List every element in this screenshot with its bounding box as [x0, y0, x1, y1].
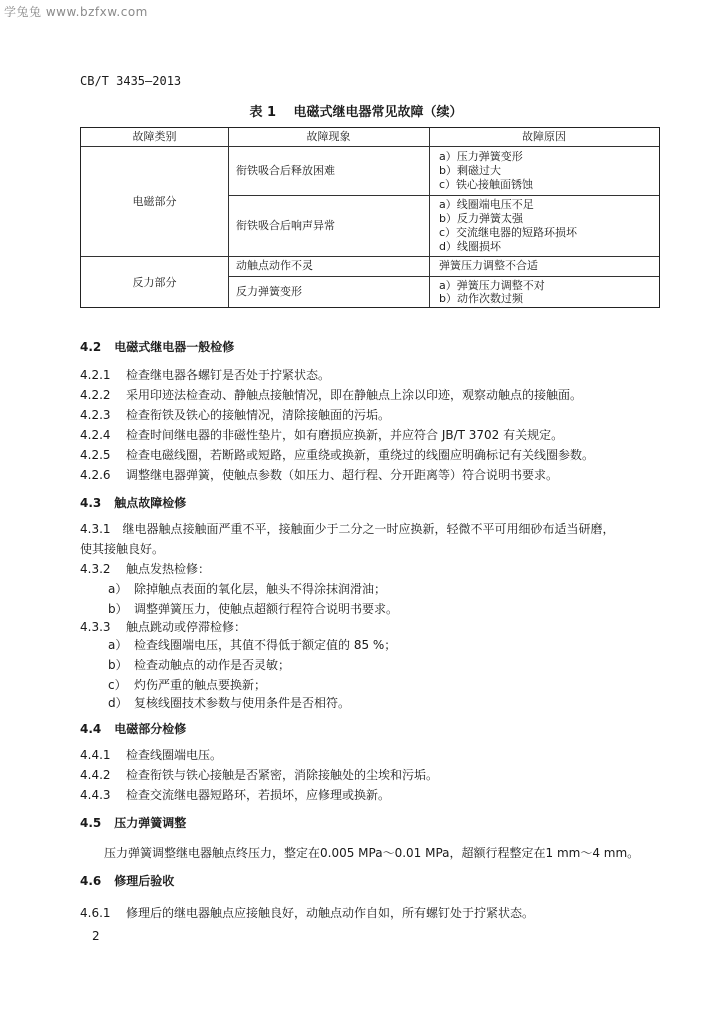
- list-item: [108, 636, 396, 653]
- clause-text: 修理后的继电器触点应接触良好，动触点动作自如，所有螺钉处于拧紧状态。: [126, 906, 535, 920]
- standard-number: CB/T 3435—2013: [80, 74, 182, 88]
- list-item: [108, 694, 350, 711]
- list-marker: b）: [108, 658, 128, 672]
- list-item: [108, 676, 266, 693]
- section-number: 4.5: [80, 816, 102, 830]
- table-caption-title: 电磁式继电器常见故障（续）: [293, 105, 463, 120]
- list-marker: a）: [108, 638, 128, 652]
- page-number: 2: [92, 929, 100, 943]
- cause-item: 弹簧压力调整不合适: [439, 259, 538, 272]
- clause: [80, 560, 210, 577]
- section-heading: [80, 494, 186, 511]
- clause-text: 触点发热检修：: [126, 562, 211, 576]
- cause-item: a）弹簧压力调整不对: [439, 279, 545, 292]
- paragraph: 压力弹簧调整继电器触点终压力，整定在0.005 MPa～0.01 MPa，超额行程整定在1 mm～4 mm。: [104, 846, 640, 860]
- clause-text: 触点跳动或停滞检修：: [126, 620, 247, 634]
- section-number: 4.6: [80, 874, 102, 888]
- list-marker: d）: [108, 696, 128, 710]
- header-phenomenon: 故障现象: [306, 130, 351, 143]
- clause: [80, 386, 582, 403]
- cause-item: a）线圈端电压不足: [439, 198, 534, 211]
- clause: [80, 618, 246, 635]
- list-marker: b）: [108, 602, 128, 616]
- list-item: [108, 600, 398, 617]
- table-caption: [0, 101, 712, 120]
- clause-text: 检查线圈端电压。: [126, 748, 223, 762]
- clause: [80, 766, 438, 783]
- clause-text: 检查继电器各螺钉是否处于拧紧状态。: [126, 368, 331, 382]
- clause-text: 检查衔铁及铁心的接触情况，清除接触面的污垢。: [126, 408, 391, 422]
- list-text: 灼伤严重的触点要换新；: [134, 678, 267, 692]
- clause: [80, 366, 330, 383]
- cause-item: b）剩磁过大: [439, 164, 501, 177]
- phenomenon-release-difficult: 衔铁吸合后释放困难: [236, 164, 335, 177]
- clause: [80, 786, 390, 803]
- clause-line: 使其接触良好。: [80, 542, 165, 556]
- phenomenon-spring-deformed: 反力弹簧变形: [236, 285, 302, 298]
- clause-number: 4.2.6: [80, 468, 111, 482]
- section-number: 4.2: [80, 340, 102, 354]
- phenomenon-abnormal-noise: 衔铁吸合后响声异常: [236, 219, 335, 232]
- clause-line: 4.3.1 继电器触点接触面严重不平，接触面少于二分之一时应换新，轻微不平可用细砂布适当研磨，: [80, 522, 615, 536]
- table-caption-label: 表 1: [249, 105, 277, 120]
- section-number: 4.3: [80, 496, 102, 510]
- cause-item: d）线圈损坏: [439, 240, 501, 253]
- clause-number: 4.2.1: [80, 368, 111, 382]
- clause-number: 4.2.2: [80, 388, 111, 402]
- section-title: 触点故障检修: [114, 496, 187, 510]
- clause-number: 4.3.2: [80, 562, 111, 576]
- clause-number: 4.2.5: [80, 448, 111, 462]
- clause: [80, 406, 390, 423]
- clause-number: 4.4.2: [80, 768, 111, 782]
- clause-text: 调整继电器弹簧，使触点参数（如压力、超行程、分开距离等）符合说明书要求。: [126, 468, 559, 482]
- list-item: [108, 656, 290, 673]
- section-title: 压力弹簧调整: [114, 816, 187, 830]
- list-text: 检查线圈端电压，其值不得低于额定值的 85 %；: [134, 638, 397, 652]
- list-marker: a）: [108, 582, 128, 596]
- list-text: 复核线圈技术参数与使用条件是否相符。: [134, 696, 351, 710]
- section-heading: [80, 872, 174, 889]
- cause-item: b）反力弹簧太强: [439, 212, 523, 225]
- clause-number: 4.2.3: [80, 408, 111, 422]
- list-item: [108, 580, 386, 597]
- list-text: 除掉触点表面的氧化层，触头不得涂抹润滑油；: [134, 582, 387, 596]
- section-heading: [80, 814, 186, 831]
- list-text: 检查动触点的动作是否灵敏；: [134, 658, 291, 672]
- cause-item: c）铁心接触面锈蚀: [439, 178, 534, 191]
- list-marker: c）: [108, 678, 127, 692]
- phenomenon-contact-sluggish: 动触点动作不灵: [236, 259, 313, 272]
- clause: [80, 904, 534, 921]
- section-heading: [80, 720, 186, 737]
- clause-number: 4.3.3: [80, 620, 111, 634]
- clause-text: 检查衔铁与铁心接触是否紧密，消除接触处的尘埃和污垢。: [126, 768, 439, 782]
- clause-number: 4.4.1: [80, 748, 111, 762]
- clause-number: 4.4.3: [80, 788, 111, 802]
- section-title: 修理后验收: [114, 874, 175, 888]
- clause: [80, 466, 558, 483]
- clause: [80, 426, 563, 443]
- watermark-text: 学兔兔 www.bzfxw.com: [4, 5, 148, 19]
- clause-number: 4.6.1: [80, 906, 111, 920]
- clause-text: 检查交流继电器短路环，若损坏，应修理或换新。: [126, 788, 391, 802]
- list-text: 调整弹簧压力，使触点超额行程符合说明书要求。: [134, 602, 399, 616]
- section-number: 4.4: [80, 722, 102, 736]
- clause-text: 采用印迹法检查动、静触点接触情况，即在静触点上涂以印迹，观察动触点的接触面。: [126, 388, 583, 402]
- category-electromagnetic: 电磁部分: [132, 195, 177, 208]
- header-category: 故障类别: [132, 130, 177, 143]
- clause: [80, 446, 594, 463]
- section-heading: [80, 338, 234, 355]
- fault-table: [80, 127, 660, 308]
- cause-item: b）动作次数过频: [439, 292, 523, 305]
- clause: [80, 746, 222, 763]
- section-title: 电磁部分检修: [114, 722, 187, 736]
- cause-item: c）交流继电器的短路环损坏: [439, 226, 578, 239]
- category-reaction: 反力部分: [132, 276, 177, 289]
- cause-item: a）压力弹簧变形: [439, 150, 523, 163]
- header-cause: 故障原因: [522, 130, 566, 143]
- clause-text: 检查时间继电器的非磁性垫片，如有磨损应换新，并应符合 JB/T 3702 有关规定。: [126, 428, 564, 442]
- section-title: 电磁式继电器一般检修: [114, 340, 235, 354]
- clause-number: 4.2.4: [80, 428, 111, 442]
- clause-text: 检查电磁线圈，若断路或短路，应重绕或换新，重绕过的线圈应明确标记有关线圈参数。: [126, 448, 595, 462]
